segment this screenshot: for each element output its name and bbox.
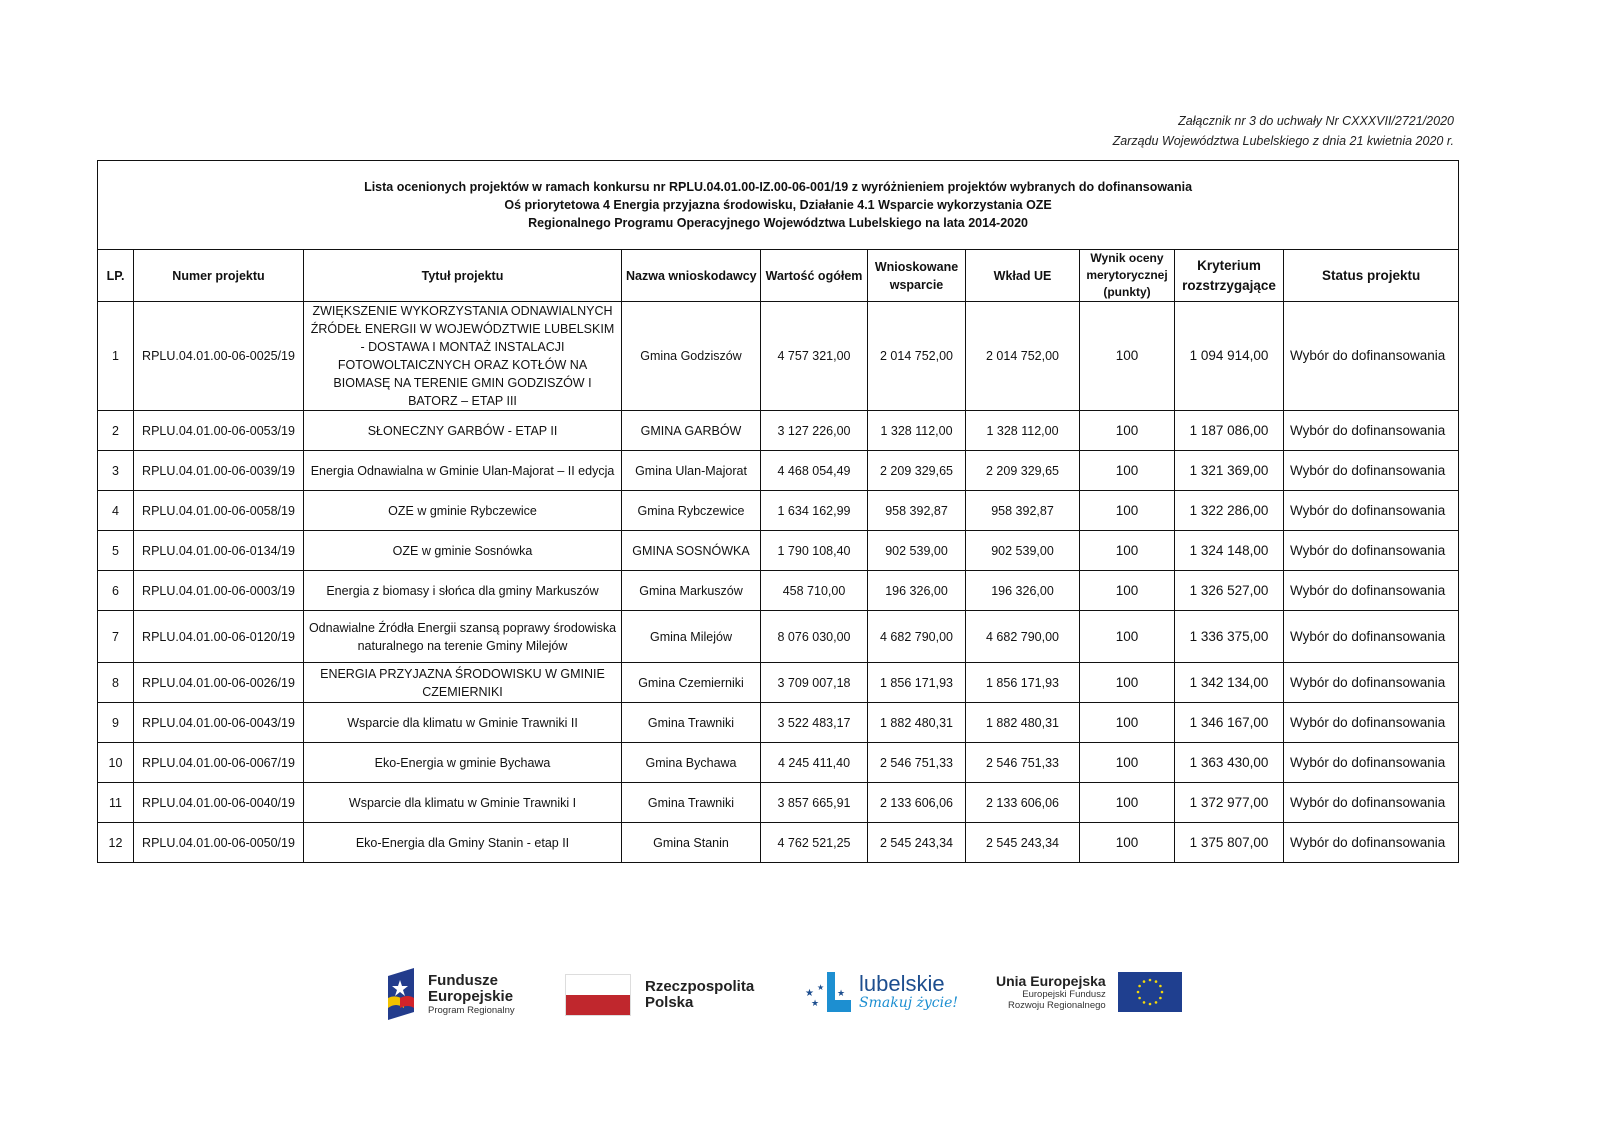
cell-wsparcie: 4 682 790,00 bbox=[868, 611, 966, 663]
cell-wartosc: 3 709 007,18 bbox=[761, 663, 868, 703]
fe-line-3: Program Regionalny bbox=[428, 1004, 515, 1016]
cell-tytul: OZE w gminie Sosnówka bbox=[304, 531, 622, 571]
cell-lp: 2 bbox=[98, 411, 134, 451]
cell-wklad: 1 856 171,93 bbox=[966, 663, 1080, 703]
annex-line-2: Zarządu Województwa Lubelskiego z dnia 21 kwietnia 2020 r. bbox=[1112, 134, 1454, 148]
footer-logos bbox=[0, 968, 1600, 1028]
cell-numer: RPLU.04.01.00-06-0039/19 bbox=[134, 451, 304, 491]
table-row bbox=[98, 571, 1459, 611]
cell-numer: RPLU.04.01.00-06-0040/19 bbox=[134, 783, 304, 823]
cell-tytul: Energia z biomasy i słońca dla gminy Markuszów bbox=[304, 571, 622, 611]
col-header-wnioskodawca: Nazwa wnioskodawcy bbox=[622, 250, 761, 302]
table-row bbox=[98, 663, 1459, 703]
cell-wynik: 100 bbox=[1080, 611, 1175, 663]
svg-text:★: ★ bbox=[837, 988, 846, 998]
cell-kryterium: 1 363 430,00 bbox=[1175, 743, 1284, 783]
cell-tytul: ZWIĘKSZENIE WYKORZYSTANIA ODNAWIALNYCH ŹRÓDEŁ ENERGII W WOJEWÓDZTWIE LUBELSKIM - DOSTAWA I MONTAŻ INSTALACJI FOTOWOLTAICZNYCH ORAZ KOTŁÓW NA BIOMASĘ NA TERENIE GMIN GODZISZÓW I BATORZ – ETAP III bbox=[304, 302, 622, 411]
cell-lp: 4 bbox=[98, 491, 134, 531]
cell-numer: RPLU.04.01.00-06-0050/19 bbox=[134, 823, 304, 863]
cell-status: Wybór do dofinansowania bbox=[1284, 823, 1459, 863]
cell-status: Wybór do dofinansowania bbox=[1284, 491, 1459, 531]
table-row bbox=[98, 411, 1459, 451]
col-header-kryterium: Kryterium rozstrzygające bbox=[1175, 250, 1284, 302]
col-header-numer: Numer projektu bbox=[134, 250, 304, 302]
table-row bbox=[98, 531, 1459, 571]
cell-status: Wybór do dofinansowania bbox=[1284, 571, 1459, 611]
logo-unia-europejska bbox=[996, 972, 1182, 1012]
col-header-wklad: Wkład UE bbox=[966, 250, 1080, 302]
cell-status: Wybór do dofinansowania bbox=[1284, 703, 1459, 743]
cell-numer: RPLU.04.01.00-06-0003/19 bbox=[134, 571, 304, 611]
cell-wnioskodawca: Gmina Bychawa bbox=[622, 743, 761, 783]
cell-kryterium: 1 187 086,00 bbox=[1175, 411, 1284, 451]
cell-wnioskodawca: Gmina Ulan-Majorat bbox=[622, 451, 761, 491]
table-row bbox=[98, 302, 1459, 411]
cell-wartosc: 4 762 521,25 bbox=[761, 823, 868, 863]
col-header-wynik: Wynik oceny merytorycznej (punkty) bbox=[1080, 250, 1175, 302]
cell-wnioskodawca: Gmina Rybczewice bbox=[622, 491, 761, 531]
cell-wklad: 2 209 329,65 bbox=[966, 451, 1080, 491]
col-header-wsparcie: Wnioskowane wsparcie bbox=[868, 250, 966, 302]
cell-wsparcie: 2 546 751,33 bbox=[868, 743, 966, 783]
polish-flag-icon bbox=[565, 974, 631, 1016]
cell-kryterium: 1 094 914,00 bbox=[1175, 302, 1284, 411]
cell-lp: 3 bbox=[98, 451, 134, 491]
cell-lp: 6 bbox=[98, 571, 134, 611]
cell-wnioskodawca: Gmina Trawniki bbox=[622, 783, 761, 823]
cell-numer: RPLU.04.01.00-06-0120/19 bbox=[134, 611, 304, 663]
cell-wartosc: 1 790 108,40 bbox=[761, 531, 868, 571]
cell-wartosc: 458 710,00 bbox=[761, 571, 868, 611]
cell-wsparcie: 2 545 243,34 bbox=[868, 823, 966, 863]
lub-line-2: Smakuj życie! bbox=[859, 995, 959, 1011]
lubelskie-mark-icon bbox=[803, 970, 855, 1014]
cell-wklad: 958 392,87 bbox=[966, 491, 1080, 531]
table-title bbox=[98, 161, 1459, 250]
ue-line-2: Europejski Fundusz bbox=[1022, 989, 1106, 1000]
cell-wklad: 4 682 790,00 bbox=[966, 611, 1080, 663]
cell-lp: 1 bbox=[98, 302, 134, 411]
cell-wnioskodawca: Gmina Markuszów bbox=[622, 571, 761, 611]
fundusze-europejskie-mark-icon bbox=[386, 968, 418, 1020]
cell-kryterium: 1 321 369,00 bbox=[1175, 451, 1284, 491]
cell-wklad: 2 545 243,34 bbox=[966, 823, 1080, 863]
cell-kryterium: 1 324 148,00 bbox=[1175, 531, 1284, 571]
lub-line-1: lubelskie bbox=[859, 971, 945, 996]
cell-wartosc: 4 245 411,40 bbox=[761, 743, 868, 783]
cell-kryterium: 1 322 286,00 bbox=[1175, 491, 1284, 531]
cell-wsparcie: 1 856 171,93 bbox=[868, 663, 966, 703]
cell-lp: 9 bbox=[98, 703, 134, 743]
cell-wklad: 2 546 751,33 bbox=[966, 743, 1080, 783]
projects-table-container bbox=[97, 160, 1456, 863]
fe-line-1: Fundusze bbox=[428, 971, 498, 989]
cell-status: Wybór do dofinansowania bbox=[1284, 531, 1459, 571]
eu-flag-icon bbox=[1118, 972, 1182, 1012]
cell-status: Wybór do dofinansowania bbox=[1284, 783, 1459, 823]
cell-wynik: 100 bbox=[1080, 743, 1175, 783]
cell-numer: RPLU.04.01.00-06-0053/19 bbox=[134, 411, 304, 451]
cell-tytul: Wsparcie dla klimatu w Gminie Trawniki I bbox=[304, 783, 622, 823]
cell-tytul: ENERGIA PRZYJAZNA ŚRODOWISKU W GMINIE CZEMIERNIKI bbox=[304, 663, 622, 703]
cell-wsparcie: 902 539,00 bbox=[868, 531, 966, 571]
cell-wklad: 2 014 752,00 bbox=[966, 302, 1080, 411]
cell-wynik: 100 bbox=[1080, 491, 1175, 531]
rp-line-1: Rzeczpospolita bbox=[645, 978, 755, 995]
cell-wsparcie: 1 882 480,31 bbox=[868, 703, 966, 743]
cell-status: Wybór do dofinansowania bbox=[1284, 451, 1459, 491]
cell-wartosc: 3 522 483,17 bbox=[761, 703, 868, 743]
cell-wsparcie: 958 392,87 bbox=[868, 491, 966, 531]
cell-kryterium: 1 346 167,00 bbox=[1175, 703, 1284, 743]
table-row bbox=[98, 823, 1459, 863]
cell-lp: 8 bbox=[98, 663, 134, 703]
col-header-wartosc: Wartość ogółem bbox=[761, 250, 868, 302]
cell-lp: 5 bbox=[98, 531, 134, 571]
cell-kryterium: 1 372 977,00 bbox=[1175, 783, 1284, 823]
logo-lubelskie bbox=[803, 970, 958, 1014]
svg-text:★: ★ bbox=[811, 998, 820, 1008]
table-title-line-2: Oś priorytetowa 4 Energia przyjazna środowisku, Działanie 4.1 Wsparcie wykorzystania OZE bbox=[504, 198, 1052, 212]
cell-numer: RPLU.04.01.00-06-0026/19 bbox=[134, 663, 304, 703]
col-header-lp: LP. bbox=[98, 250, 134, 302]
cell-wklad: 1 882 480,31 bbox=[966, 703, 1080, 743]
table-row bbox=[98, 703, 1459, 743]
cell-wynik: 100 bbox=[1080, 531, 1175, 571]
cell-lp: 12 bbox=[98, 823, 134, 863]
cell-wynik: 100 bbox=[1080, 451, 1175, 491]
cell-tytul: OZE w gminie Rybczewice bbox=[304, 491, 622, 531]
logo-rzeczpospolita-polska bbox=[565, 974, 754, 1016]
cell-status: Wybór do dofinansowania bbox=[1284, 611, 1459, 663]
cell-wynik: 100 bbox=[1080, 571, 1175, 611]
table-row bbox=[98, 743, 1459, 783]
cell-kryterium: 1 326 527,00 bbox=[1175, 571, 1284, 611]
cell-wklad: 902 539,00 bbox=[966, 531, 1080, 571]
cell-wnioskodawca: GMINA SOSNÓWKA bbox=[622, 531, 761, 571]
cell-lp: 7 bbox=[98, 611, 134, 663]
ue-line-1: Unia Europejska bbox=[996, 973, 1106, 989]
cell-numer: RPLU.04.01.00-06-0025/19 bbox=[134, 302, 304, 411]
cell-numer: RPLU.04.01.00-06-0043/19 bbox=[134, 703, 304, 743]
cell-status: Wybór do dofinansowania bbox=[1284, 743, 1459, 783]
cell-tytul: Eko-Energia dla Gminy Stanin - etap II bbox=[304, 823, 622, 863]
cell-lp: 10 bbox=[98, 743, 134, 783]
cell-wynik: 100 bbox=[1080, 302, 1175, 411]
annex-note bbox=[1113, 111, 1454, 151]
cell-wsparcie: 196 326,00 bbox=[868, 571, 966, 611]
cell-wsparcie: 2 133 606,06 bbox=[868, 783, 966, 823]
cell-kryterium: 1 342 134,00 bbox=[1175, 663, 1284, 703]
cell-wnioskodawca: Gmina Godziszów bbox=[622, 302, 761, 411]
cell-wnioskodawca: Gmina Czemierniki bbox=[622, 663, 761, 703]
cell-wsparcie: 2 014 752,00 bbox=[868, 302, 966, 411]
cell-status: Wybór do dofinansowania bbox=[1284, 302, 1459, 411]
cell-tytul: SŁONECZNY GARBÓW - ETAP II bbox=[304, 411, 622, 451]
cell-tytul: Eko-Energia w gminie Bychawa bbox=[304, 743, 622, 783]
cell-wynik: 100 bbox=[1080, 663, 1175, 703]
cell-wynik: 100 bbox=[1080, 783, 1175, 823]
cell-numer: RPLU.04.01.00-06-0134/19 bbox=[134, 531, 304, 571]
cell-status: Wybór do dofinansowania bbox=[1284, 411, 1459, 451]
cell-wartosc: 8 076 030,00 bbox=[761, 611, 868, 663]
cell-wartosc: 4 757 321,00 bbox=[761, 302, 868, 411]
cell-kryterium: 1 375 807,00 bbox=[1175, 823, 1284, 863]
cell-numer: RPLU.04.01.00-06-0058/19 bbox=[134, 491, 304, 531]
rp-line-2: Polska bbox=[645, 994, 694, 1011]
cell-numer: RPLU.04.01.00-06-0067/19 bbox=[134, 743, 304, 783]
cell-wnioskodawca: Gmina Trawniki bbox=[622, 703, 761, 743]
fe-line-2: Europejskie bbox=[428, 987, 514, 1005]
cell-wartosc: 4 468 054,49 bbox=[761, 451, 868, 491]
cell-wnioskodawca: Gmina Milejów bbox=[622, 611, 761, 663]
cell-wynik: 100 bbox=[1080, 823, 1175, 863]
cell-wartosc: 1 634 162,99 bbox=[761, 491, 868, 531]
cell-lp: 11 bbox=[98, 783, 134, 823]
svg-text:★: ★ bbox=[805, 988, 814, 999]
header-row bbox=[98, 250, 1459, 302]
logo-fundusze-europejskie bbox=[386, 968, 515, 1020]
cell-status: Wybór do dofinansowania bbox=[1284, 663, 1459, 703]
cell-tytul: Wsparcie dla klimatu w Gminie Trawniki II bbox=[304, 703, 622, 743]
cell-wklad: 196 326,00 bbox=[966, 571, 1080, 611]
svg-text:★: ★ bbox=[817, 983, 825, 992]
cell-wsparcie: 2 209 329,65 bbox=[868, 451, 966, 491]
cell-tytul: Odnawialne Źródła Energii szansą poprawy środowiska naturalnego na terenie Gminy Milejów bbox=[304, 611, 622, 663]
table-title-line-3: Regionalnego Programu Operacyjnego Województwa Lubelskiego na lata 2014-2020 bbox=[528, 216, 1029, 230]
table-row bbox=[98, 611, 1459, 663]
cell-wklad: 1 328 112,00 bbox=[966, 411, 1080, 451]
cell-wsparcie: 1 328 112,00 bbox=[868, 411, 966, 451]
col-header-tytul: Tytuł projektu bbox=[304, 250, 622, 302]
cell-wartosc: 3 127 226,00 bbox=[761, 411, 868, 451]
cell-wartosc: 3 857 665,91 bbox=[761, 783, 868, 823]
cell-wnioskodawca: Gmina Stanin bbox=[622, 823, 761, 863]
col-header-status: Status projektu bbox=[1284, 250, 1459, 302]
table-row bbox=[98, 491, 1459, 531]
table-row bbox=[98, 783, 1459, 823]
cell-kryterium: 1 336 375,00 bbox=[1175, 611, 1284, 663]
cell-wnioskodawca: GMINA GARBÓW bbox=[622, 411, 761, 451]
cell-wynik: 100 bbox=[1080, 703, 1175, 743]
table-row bbox=[98, 451, 1459, 491]
table-title-line-1: Lista ocenionych projektów w ramach konkursu nr RPLU.04.01.00-IZ.00-06-001/19 z wyróżnieniem projektów wybranych do dofinansowania bbox=[364, 180, 1193, 194]
cell-wynik: 100 bbox=[1080, 411, 1175, 451]
ue-line-3: Rozwoju Regionalnego bbox=[1007, 1000, 1106, 1011]
cell-tytul: Energia Odnawialna w Gminie Ulan-Majorat – II edycja bbox=[304, 451, 622, 491]
cell-wklad: 2 133 606,06 bbox=[966, 783, 1080, 823]
projects-table bbox=[97, 160, 1459, 863]
annex-line-1: Załącznik nr 3 do uchwały Nr CXXXVII/2721/2020 bbox=[1178, 114, 1454, 128]
